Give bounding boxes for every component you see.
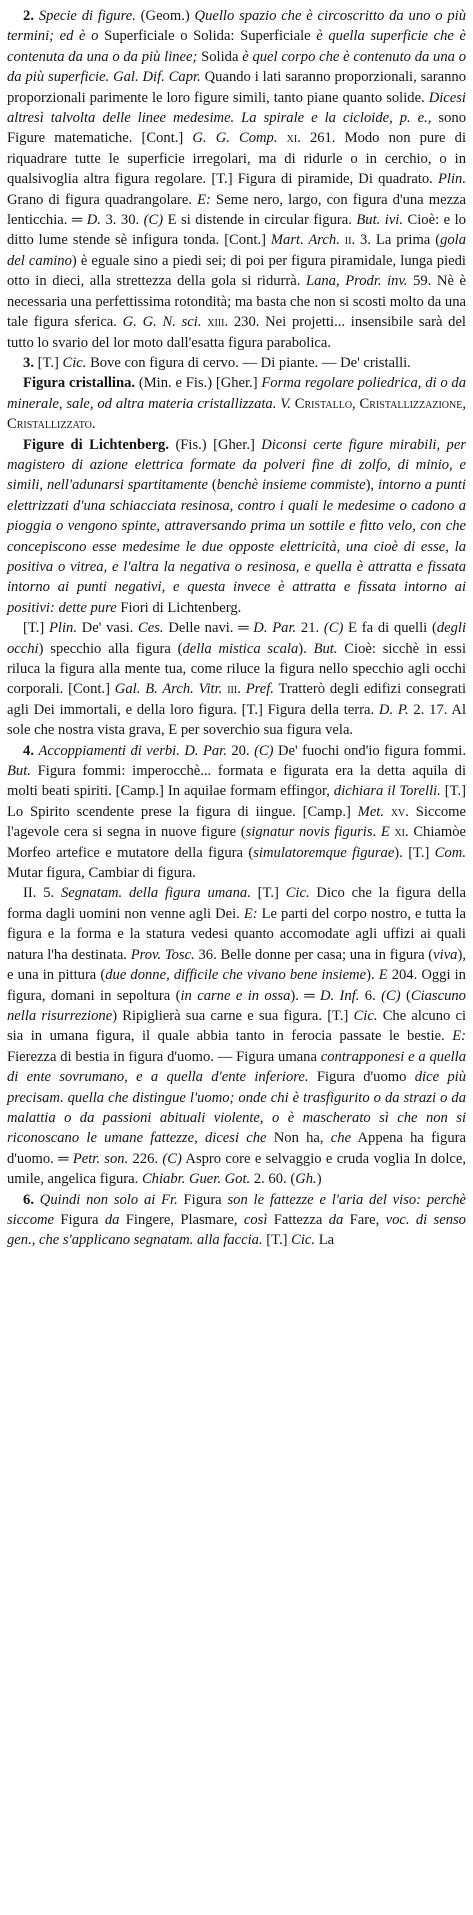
text-run: ( [400,987,411,1004]
entry-paragraph [7,435,466,619]
text-run: Grano di figura quadrangolare. [7,191,198,208]
text-run: Quando i lati saranno proporzionali, saranno proporzionali parimente le loro figure simili, tanto piane quanto solide. [7,69,467,106]
entry-paragraph [7,618,466,740]
text-run: Lana, Prodr. inv. [305,273,408,290]
text-run: xv [390,803,406,820]
entry-paragraph [7,6,466,353]
text-run: Figura cristallina. [23,375,136,392]
text-run: Mutar figura, Cambiar di figura. [7,865,196,882]
text-run: Seme nero, largo, con figura d'una mezza lenticchia. ═ [7,191,466,229]
text-run: Ces. [138,620,164,637]
text-run: 36. Belle donne per casa; una in figura ( [194,946,434,963]
text-run: Gal. B. Arch. Vitr. [114,681,223,698]
text-run: Aspro core e selvaggio e cruda voglia In dolce, umile, angelica figura. [7,1150,466,1188]
text-run: Cic. [353,1007,378,1024]
text-run: 21. [296,620,324,637]
text-run: D. Inf. [319,987,360,1004]
text-run: da [328,1211,344,1228]
text-run: è quel corpo che è contenuto da una o da più superficie. Gal. Dif. Capr. [7,48,467,86]
text-run: Accoppiamenti di verbi. D. Par. [38,742,227,759]
dictionary-entry-body [7,6,466,1251]
text-run: sono Figure matematiche. [Cont.] [7,110,466,147]
text-run: signatur novis figuris [245,824,373,841]
text-run: ) [316,1171,322,1188]
text-run: Petr. son. [72,1150,129,1167]
text-run: Quindi non solo ai Fr. [39,1191,178,1208]
text-run: Segnatam. della figura umana. [60,885,251,902]
text-run: . [237,681,246,698]
text-run: (C) [381,987,401,1004]
text-run: E si distende in circular figura. [163,212,357,229]
text-run: Prov. Tosc. [130,946,195,963]
text-run: che [330,1130,352,1147]
text-run: della mistica scala [182,640,299,657]
text-run: . 230. Nei projetti... insensibile sarà del tutto lo svario del lor moto dall'esatta figura parabolica. [7,314,466,351]
text-run: ( [208,477,217,494]
text-run: E: [243,905,258,922]
text-run: De' vasi. [76,620,139,637]
text-run: (Fis.) [Gher.] [169,436,262,453]
text-run: . [372,824,381,841]
text-run: viva [433,946,458,963]
text-run: 59. Nè è necessaria una perfettissima rotondità; ma basta che non si scosti molto da una tale figura sferica. [7,273,466,331]
text-run: intorno a punti elettrizzati d'una schiacciata resinosa, contro i quali le medesime o cadono a pioggia o vengono spinte, attraversando prima un sottile e fitto velo, con che concepiscono esse medesime le due opposte elettricità, una cioè di esse, la positiva o vitrea, e l'altra la negativa o resinosa, e quella è attratta e fissata intorno ai punti negativi, e questa invece è attratta e fissata intorno ai positivi: dette pure [7,477,466,616]
text-run: Cic. [285,885,310,902]
text-run: Dico che la figura della forma dagli uomini non venne agli Dei. [7,885,467,922]
text-run: ) Ripiglierà sua carne e sua figura. [T.] [112,1007,354,1024]
text-run: Plin. [49,620,77,637]
text-run: E [378,967,388,984]
text-run: [T.] [23,620,49,637]
text-run: Cristallo, Cristallizzazione, Cristallizzato [7,395,466,433]
entry-paragraph [7,1190,466,1251]
entry-paragraph [7,353,466,373]
text-run: ). [298,640,314,657]
text-run: Che alcuno ci sia in umana figura, il quale abbia tanto in ferocia passate le bestie. [7,1007,467,1045]
text-run: D. P. [378,701,409,718]
text-run: G. G. N. sci. [122,314,202,331]
text-run: (C) [143,212,164,229]
entry-paragraph [7,741,466,884]
text-run: xi [286,130,298,147]
text-run: gola del camino [7,232,467,269]
text-run: Ciascuno nella risurrezione [7,987,466,1024]
text-run: Bove con figura di cervo. — Di piante. — De' cristalli. [86,354,411,371]
text-run: Figure di Lichtenberg. [23,436,170,453]
text-run: Dicesi altresì talvolta delle linee medesime. La spirale e la cicloide, p. e., [7,89,466,127]
text-run: Appena ha figura d'uomo. ═ [7,1130,466,1167]
text-run: Fattezza [267,1211,329,1228]
text-run: Delle navi. ═ [163,620,254,637]
text-run: D. Par. [253,620,297,637]
text-run: Quello spazio che è circoscritto da uno o più termini; ed è o [7,8,466,45]
text-run: 2. [23,8,39,24]
text-run: da [104,1211,120,1228]
text-run: è quella superficie che è contenuta da una o da più linee; [7,28,466,65]
text-run: Com. [434,844,466,861]
text-run: De' fuochi ond'io figura fommi. [273,742,467,759]
text-run: . Siccome l'agevole cera si segna in nuove figure ( [7,803,466,841]
text-run: Tratterò degli edifizi consegrati agli Dei immortali, e della loro figura. [T.] Figura della terra. [7,681,467,718]
text-run: ), [365,477,378,494]
text-run: [T.] [37,354,63,371]
text-run: voc. di senso gen., che s'applicano segnatam. alla faccia. [7,1211,466,1249]
text-run: 6. [359,987,382,1004]
text-run: Figura fommi: imperocchè... formata e figurata era la detta aquila di molti beati spiriti. [Camp.] In aquilae formam effingor, [7,763,466,800]
text-run: Cic. [62,354,87,371]
text-run [384,804,391,820]
text-run: II. 5. [23,885,61,902]
text-run: Fare, [343,1211,386,1228]
text-run: Figura [177,1191,228,1208]
text-run: 2. 17. Al sole che nostra vista grava, E per soverchio sua figura vela. [7,701,467,739]
text-run: 6. [23,1191,40,1208]
text-run: D. [86,212,101,229]
text-run: dice più precisam. quella che distingue l'uomo; onde chi è trasfigurito o da strazi o da malattia o da passioni abituali violente, o è mascherato sì che non si riconoscano le umane fattezze, dicesi che [7,1069,467,1147]
text-run: Cioè: sicchè in essi riluca la figura alla mente tua, come riluce la figura nello specchio agli occhi corporali. [Cont.] [7,640,466,698]
text-run: Cic. [291,1232,316,1249]
text-run: Cioè: e lo ditto lume stende sè infigura tonda. [Cont.] [7,212,466,249]
text-run: (C) [162,1150,182,1167]
text-run: Plin. [438,171,466,188]
text-run: xi [394,824,406,841]
text-run: Le parti del corpo nostro, e tutta la figura e la forma e la statura vedesi quanto accomodate agli uffizi ai quali natura l'ha destinata. [7,905,466,963]
text-run: contrapponesi e a quella di ente sovrumano, e a quella d'ente inferiore. [7,1048,466,1086]
text-run: But. [7,763,31,780]
text-run: Chiabr. Guer. Got. [141,1171,251,1188]
text-run: Fierezza di bestia in figura d'uomo. — Figura umana [7,1048,321,1065]
text-run: Pref. [245,681,274,698]
text-run: Figura d'uomo [308,1069,415,1086]
text-run: xiii [207,314,225,331]
text-run: Forma regolare poliedrica, di o da minerale, sale, od altra materia cristallizzata. V. [7,375,466,412]
entry-paragraph [7,373,466,434]
text-run: (Min. e Fis.) [Gher.] [135,375,262,392]
text-run: [T.] Lo Spirito scendente prese la figura di iingue. [Camp.] [7,783,466,820]
text-run: benchè insieme commiste [216,477,366,494]
text-run: così [243,1211,268,1228]
text-run: Mart. Arch. [270,232,340,249]
text-run: (C) [254,742,274,759]
text-run: degli occhi [7,620,466,657]
text-run: Fingere, Plasmare, [119,1211,244,1228]
text-run: (C) [323,620,344,637]
text-run: ). [T.] [394,844,435,861]
text-run: La [315,1232,335,1249]
text-run: [T.] [262,1232,292,1249]
text-run: 20. [226,742,255,759]
text-run: simulatoremque figurae [253,844,395,861]
text-run: due donne, difficile che vivano bene insieme [105,967,367,984]
text-run: Superficiale o Solida: Superficiale [98,28,317,45]
text-run: G. G. Comp. [192,130,278,147]
text-run [278,130,287,146]
text-run: ) è eguale sino a piedi sei; di poi per figura piramidale, lunga piedi otto in dieci, alla strettezza della gola si ridurrà. [7,252,466,290]
entry-paragraph [7,883,466,1189]
text-run: ) specchio alla figura ( [38,640,183,657]
text-run: (Geom.) [135,8,195,24]
text-run: Figura [54,1211,105,1228]
text-run: son le fattezze e l'aria del viso: perchè siccome [7,1191,467,1228]
text-run: Gh. [295,1171,317,1188]
text-run: E fa di quelli ( [343,620,437,637]
text-run: 204. Oggi in figura, domani in sepoltura ( [7,967,466,1004]
text-run: 226. [128,1150,163,1167]
text-run: dichiara il Torelli. [333,783,441,800]
text-run: ii [344,232,352,249]
text-run: 3. 30. [100,212,144,229]
text-run: ). [366,967,379,984]
text-run: But. ivi. [356,212,404,229]
text-run: . Chiamòe Morfeo artefice e mutatore della figura ( [7,824,467,861]
text-run: ). ═ [290,987,320,1004]
text-run: ), e una in pittura ( [7,946,466,984]
text-run: 3. [23,354,38,371]
text-run: Fiori di Lichtenberg. [116,599,242,616]
text-run: But. [313,640,338,657]
text-run: E: [197,191,211,208]
text-run: Solida [197,48,243,65]
text-run: . 261. Modo non pure di riquadrare tutte le superficie irregolari, ma di ridurle o in cerchio, o in qualsivoglia altra figura regolare. [T.] Figura di piramide, Di quadrato. [7,130,466,188]
text-run: [T.] [250,885,286,902]
text-run: Specie di figure. [38,8,136,24]
text-run: 2. 60. ( [250,1171,296,1188]
text-run: Non ha, [266,1130,331,1147]
text-run: Met. [357,803,384,820]
text-run: 4. [23,742,39,759]
text-run: . [91,416,96,433]
text-run: in carne e in ossa [180,987,291,1004]
text-run: Diconsi certe figure mirabili, per magistero di azione elettrica formate da polveri fine di zolfo, di minio, e simili, nell'adunarsi spartitamente [7,436,466,494]
text-run: E: [452,1028,466,1045]
text-run: . 3. La prima ( [351,232,441,249]
text-run: iii [227,681,238,698]
text-run: E [380,824,390,841]
